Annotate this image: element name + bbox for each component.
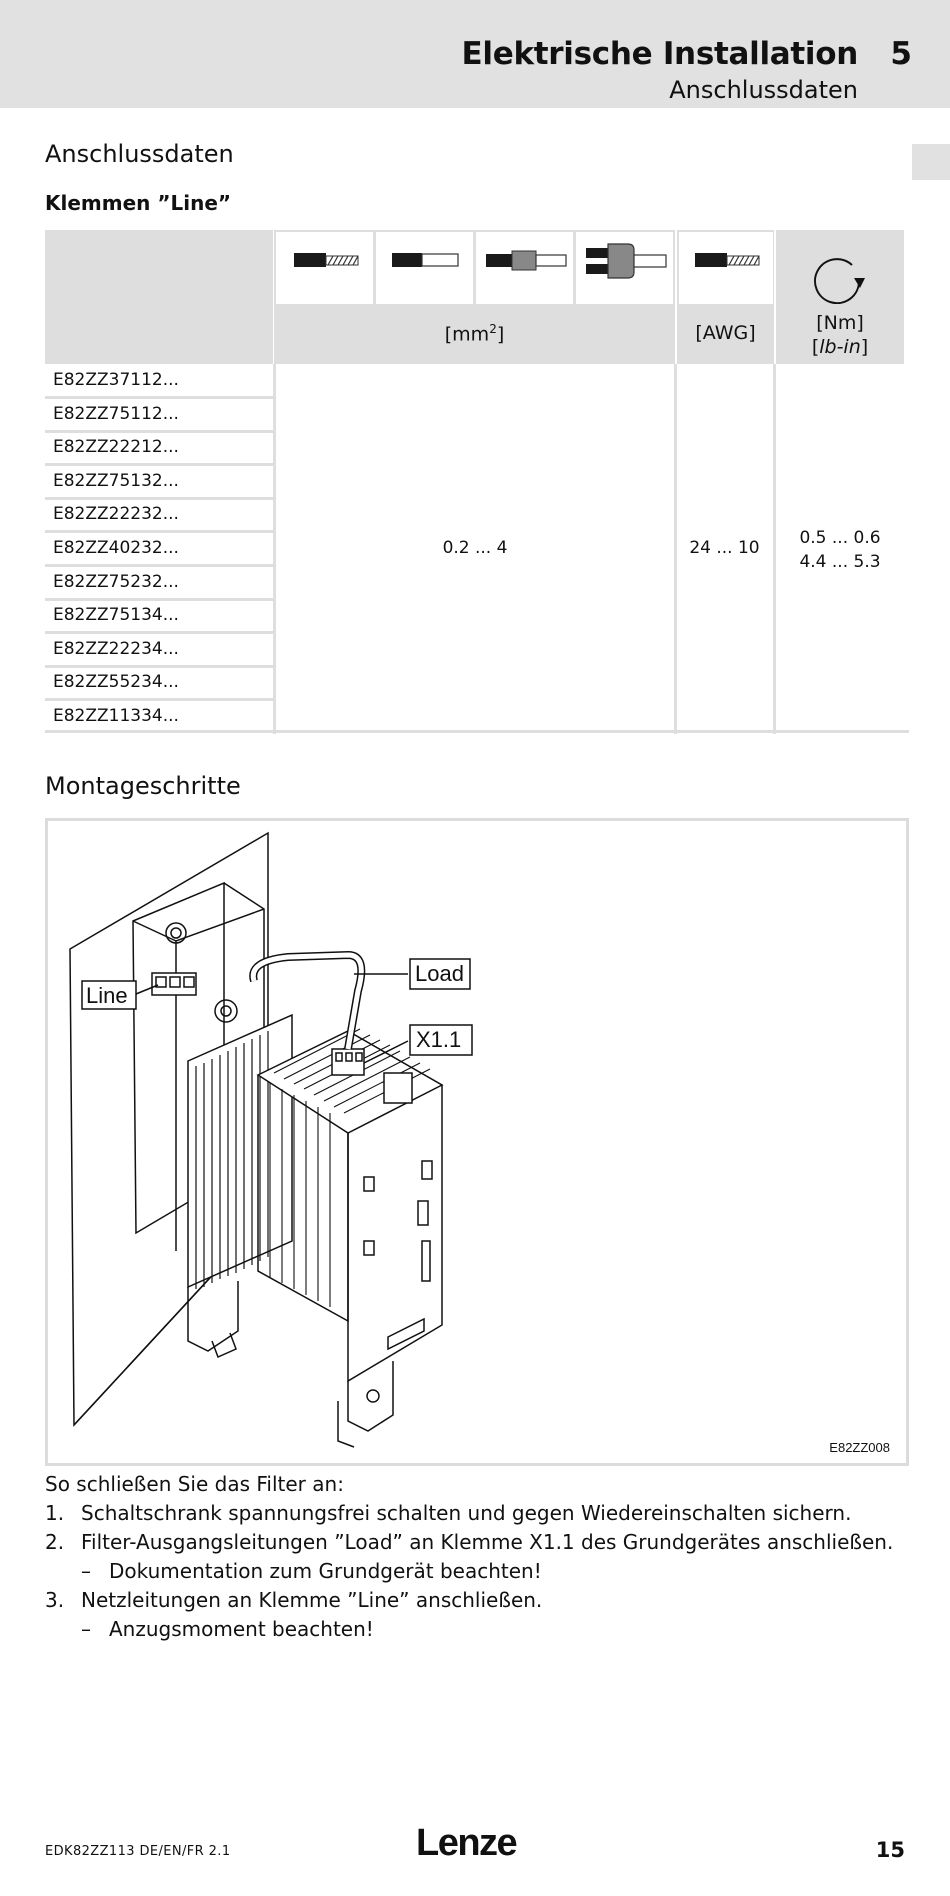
table-bottom-border bbox=[45, 730, 909, 733]
step-number: 3. bbox=[45, 1588, 65, 1612]
unit-awg-cell bbox=[677, 322, 774, 352]
mm2-value-cell bbox=[276, 538, 674, 562]
chapter-title: Elektrische Installation bbox=[461, 36, 858, 72]
row-divider bbox=[45, 396, 273, 399]
wire-icon-cell bbox=[376, 232, 473, 304]
page-header bbox=[0, 0, 950, 108]
awg-value: 24 ... 10 bbox=[689, 538, 760, 558]
step-number: 1. bbox=[45, 1501, 65, 1525]
wire-icon-cell bbox=[679, 232, 773, 304]
table-header-corner bbox=[45, 230, 273, 364]
wire-icon-cell bbox=[276, 232, 373, 304]
row-divider bbox=[45, 430, 273, 433]
substep-text: Dokumentation zum Grundgerät beachten! bbox=[109, 1559, 542, 1583]
mm2-value: 0.2 ... 4 bbox=[442, 538, 508, 558]
footer-document-id: EDK82ZZ113 DE/EN/FR 2.1 bbox=[45, 1844, 231, 1859]
unit-torque-cell bbox=[776, 312, 904, 362]
wire-end-ferrule-icon bbox=[476, 232, 573, 304]
dash: – bbox=[81, 1559, 91, 1583]
instruction-step bbox=[45, 1586, 915, 1615]
step-text: Schaltschrank spannungsfrei schalten und gegen Wiedereinschalten sichern. bbox=[81, 1501, 852, 1525]
row-divider bbox=[45, 665, 273, 668]
torque-value-cell bbox=[776, 528, 904, 576]
table-row-model: E82ZZ75132... bbox=[53, 471, 179, 491]
row-divider bbox=[45, 530, 273, 533]
twin-ferrule-icon bbox=[576, 232, 673, 304]
figure-code: E82ZZ008 bbox=[829, 1440, 890, 1455]
lbin-value: 4.4 ... 5.3 bbox=[799, 552, 881, 572]
instruction-step bbox=[45, 1499, 915, 1528]
table-row-model: E82ZZ40232... bbox=[53, 538, 179, 558]
mounting-figure bbox=[45, 818, 909, 1466]
unit-awg: [AWG] bbox=[695, 322, 756, 344]
unit-mm2-cell bbox=[274, 322, 675, 352]
table-row-model: E82ZZ22232... bbox=[53, 504, 179, 524]
chapter-subtitle: Anschlussdaten bbox=[669, 76, 858, 104]
wire-icon-cell bbox=[576, 232, 673, 304]
table-row-model: E82ZZ75232... bbox=[53, 572, 179, 592]
instruction-step bbox=[45, 1528, 915, 1557]
table-row-model: E82ZZ37112... bbox=[53, 370, 179, 390]
section-title: Anschlussdaten bbox=[45, 140, 234, 168]
table-row-model: E82ZZ55234... bbox=[53, 672, 179, 692]
figure-title: Montageschritte bbox=[45, 772, 241, 800]
table-row-model: E82ZZ75134... bbox=[53, 605, 179, 625]
section-tab-marker bbox=[912, 144, 950, 180]
instructions bbox=[45, 1470, 915, 1644]
instruction-substep bbox=[45, 1615, 915, 1644]
table-row-model: E82ZZ75112... bbox=[53, 404, 179, 424]
row-divider bbox=[45, 598, 273, 601]
step-text: Filter-Ausgangsleitungen ”Load” an Klemme X1.1 des Grundgerätes anschließen. bbox=[81, 1530, 894, 1554]
nm-value: 0.5 ... 0.6 bbox=[799, 528, 881, 548]
subsection-title: Klemmen ”Line” bbox=[45, 191, 232, 215]
step-text: Netzleitungen an Klemme ”Line” anschließen. bbox=[81, 1588, 543, 1612]
solid-wire-icon bbox=[376, 232, 473, 304]
page-number: 15 bbox=[875, 1838, 905, 1862]
lenze-logo: Lenze bbox=[416, 1822, 517, 1864]
wire-icon-cell bbox=[476, 232, 573, 304]
awg-value-cell bbox=[676, 538, 773, 562]
unit-mm2: $[mm^2]$ bbox=[444, 322, 505, 346]
torque-icon bbox=[776, 244, 904, 304]
x11-label: X1.1 bbox=[416, 1027, 462, 1052]
load-label: Load bbox=[415, 961, 464, 986]
unit-nm: [Nm] bbox=[816, 312, 864, 334]
stranded-wire-awg-icon bbox=[679, 232, 773, 304]
mounting-illustration bbox=[48, 821, 906, 1463]
row-divider bbox=[45, 497, 273, 500]
row-divider bbox=[45, 631, 273, 634]
row-divider bbox=[45, 564, 273, 567]
table-row-model: E82ZZ22234... bbox=[53, 639, 179, 659]
row-divider bbox=[45, 463, 273, 466]
stranded-wire-icon bbox=[276, 232, 373, 304]
connection-data-table bbox=[45, 230, 909, 734]
instruction-substep bbox=[45, 1557, 915, 1586]
unit-lbin: [lb-in] bbox=[811, 336, 869, 358]
dash: – bbox=[81, 1617, 91, 1641]
line-label: Line bbox=[86, 983, 128, 1008]
row-divider bbox=[45, 698, 273, 701]
instructions-intro: So schließen Sie das Filter an: bbox=[45, 1472, 344, 1496]
chapter-number: 5 bbox=[890, 36, 912, 72]
table-row-model: E82ZZ22212... bbox=[53, 437, 179, 457]
torque-icon-cell bbox=[776, 244, 904, 304]
substep-text: Anzugsmoment beachten! bbox=[109, 1617, 374, 1641]
step-number: 2. bbox=[45, 1530, 65, 1554]
table-row-model: E82ZZ11334... bbox=[53, 706, 179, 726]
